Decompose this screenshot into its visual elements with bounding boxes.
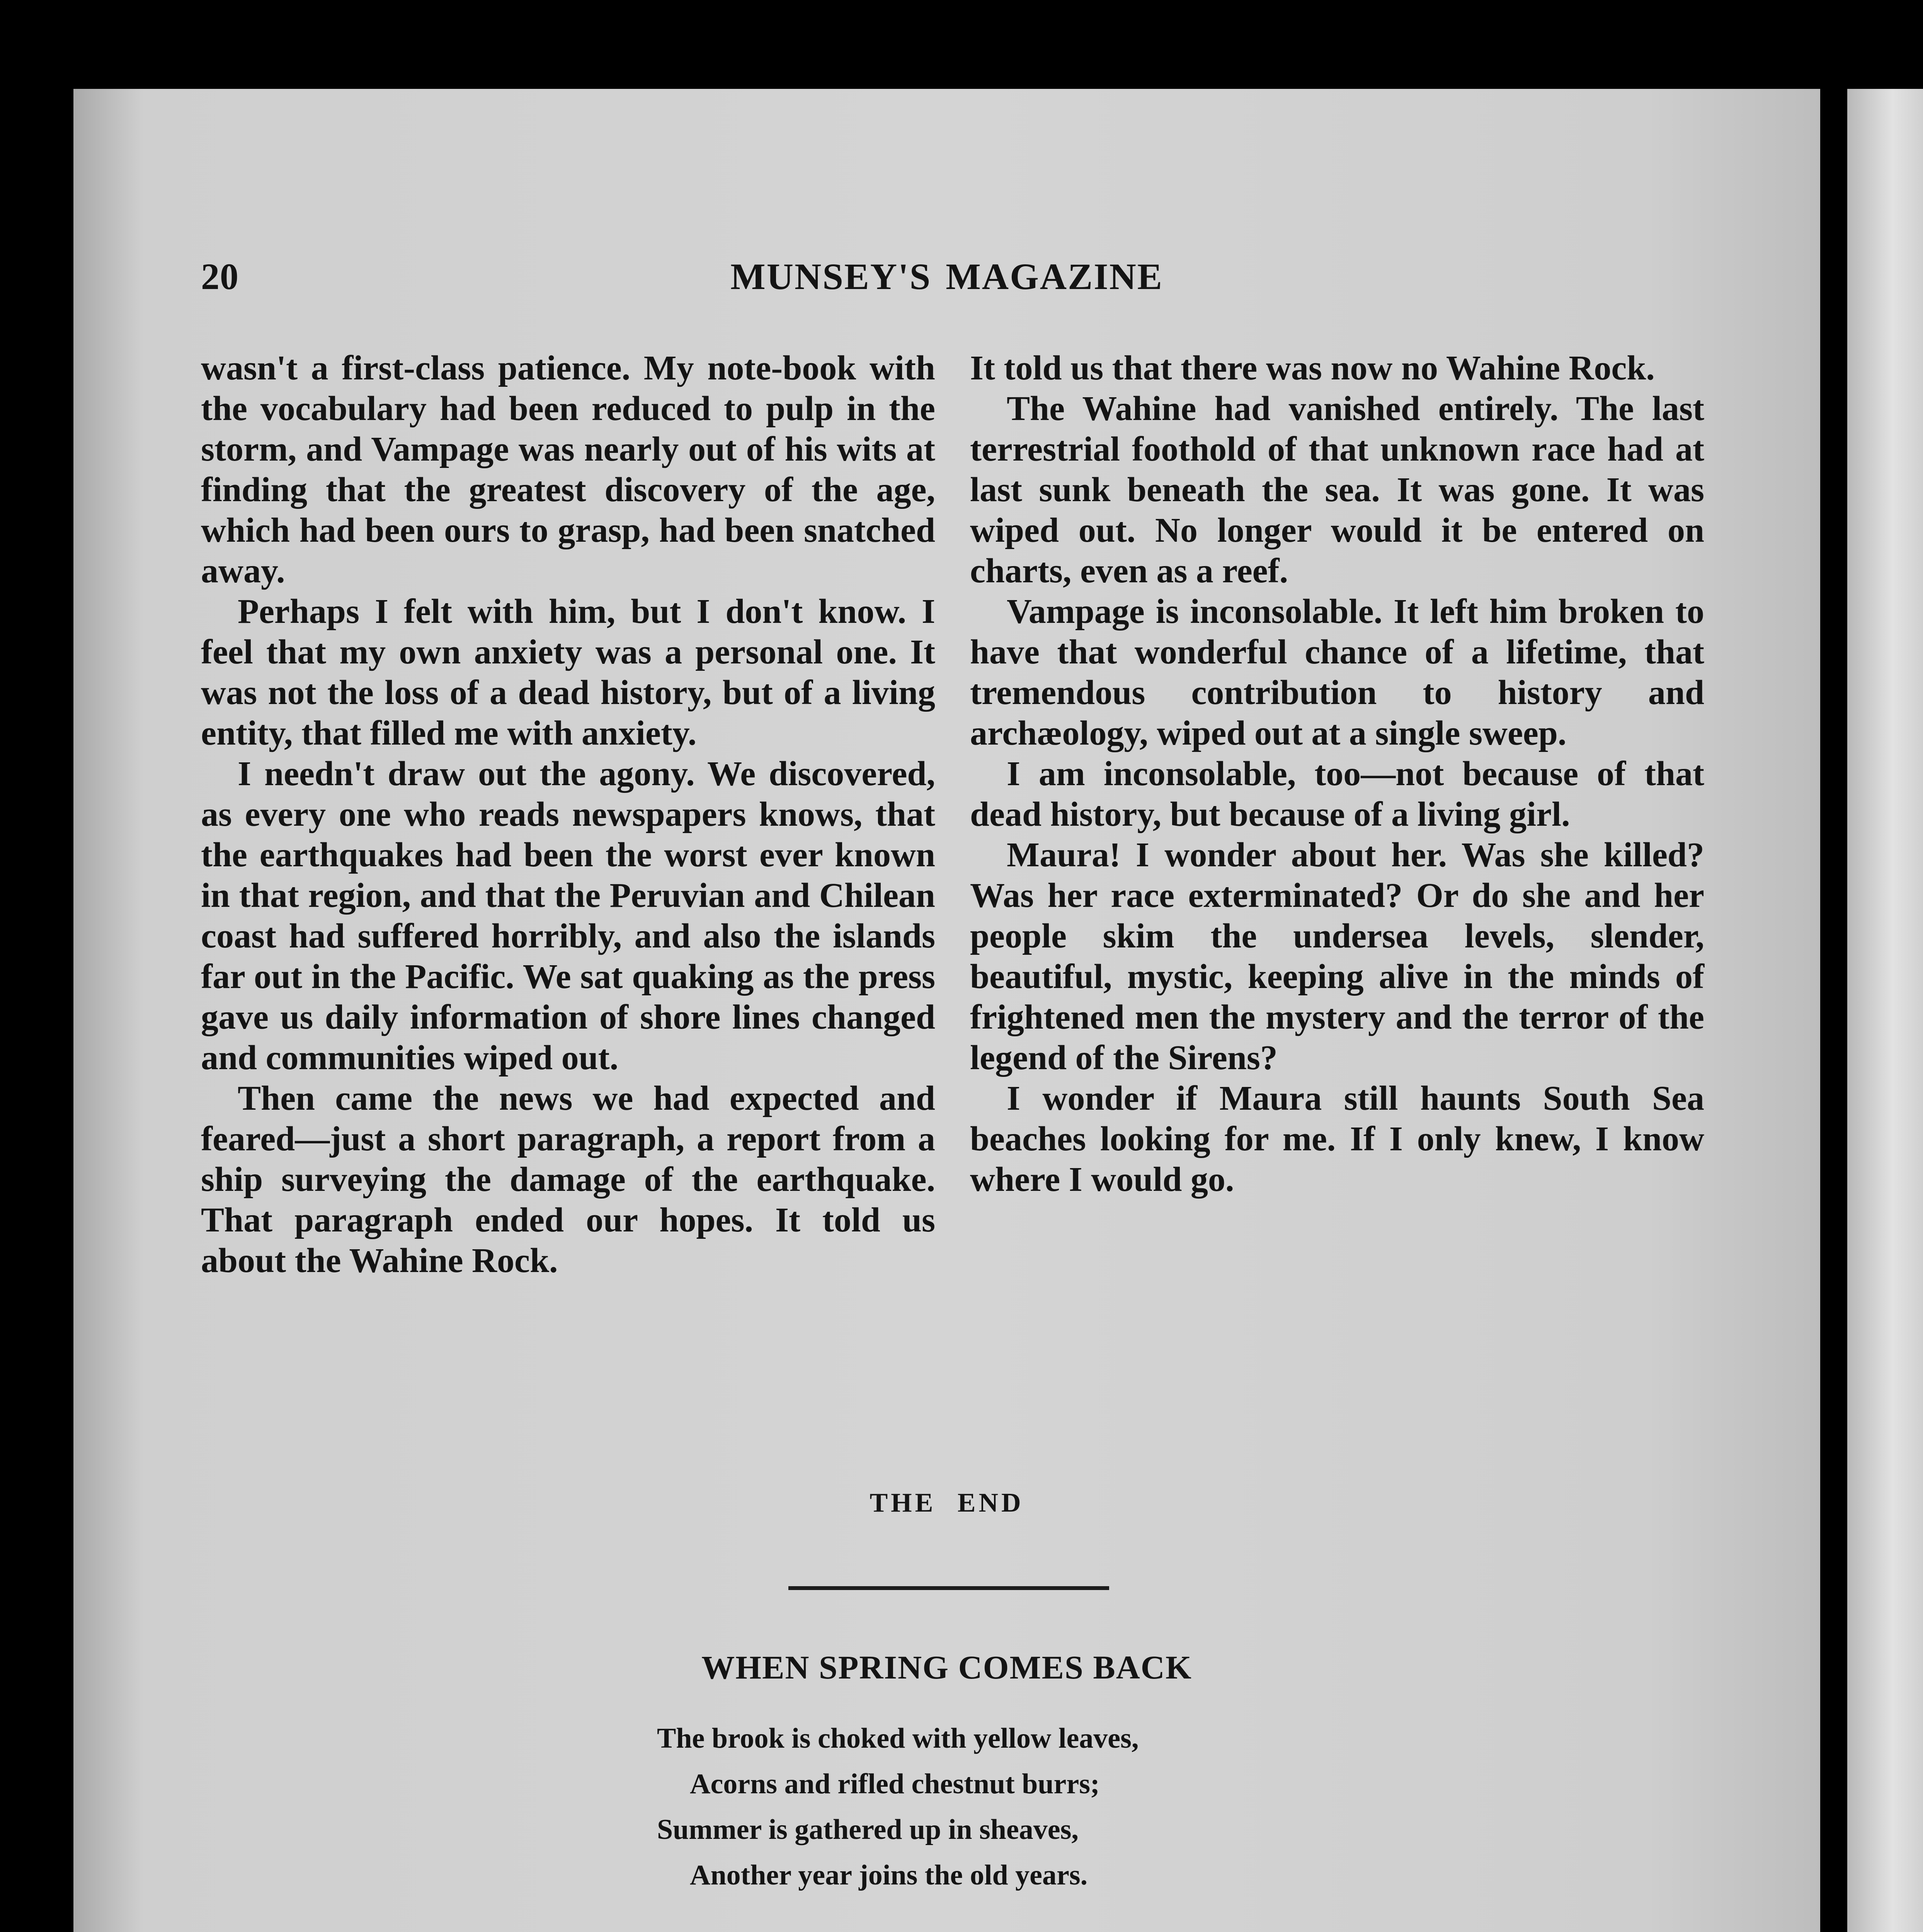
- story-column-left: [201, 348, 935, 1281]
- story-end-mark: THE END: [870, 1488, 1024, 1518]
- story-paragraph: It told us that there was now no Wahine Rock.: [970, 349, 1655, 387]
- running-title: MUNSEY'S MAGAZINE: [730, 256, 1163, 297]
- poem-title: WHEN SPRING COMES BACK: [701, 1649, 1192, 1686]
- story-paragraph: wasn't a first-class patience. My note-book with the vocabulary had been reduced to pulp in the storm, and Vampage was nearly out of his wits at finding that the greatest discovery of the age, which had been ours to grasp, had been snatched away.: [201, 349, 935, 590]
- story-paragraph: I wonder if Maura still haunts South Sea beaches looking for me. If I only knew, I know where I would go.: [970, 1079, 1704, 1199]
- magazine-page: [73, 89, 1820, 1932]
- story-paragraph: The Wahine had vanished entirely. The last terrestrial foothold of that unknown race had at last sunk beneath the sea. It was gone. It was wiped out. No longer would it be entered on charts, even as a reef.: [970, 389, 1704, 590]
- story-paragraph: Perhaps I felt with him, but I don't know. I feel that my own anxiety was a personal one. It was not the loss of a dead history, but of a living entity, that filled me with anxiety.: [201, 592, 935, 752]
- story-column-right: [970, 348, 1704, 1200]
- poem-body: [657, 1716, 1584, 1932]
- page-number: 20: [201, 256, 239, 297]
- poem-line: Another year joins the old years.: [690, 1859, 1088, 1891]
- story-paragraph: Then came the news we had expected and feared—just a short paragraph, a report from a ship surveying the damage of the earthquake. That paragraph ended our hopes. It told us about the Wahine Rock.: [201, 1079, 935, 1280]
- section-divider: [788, 1586, 1109, 1590]
- poem-line: Summer is gathered up in sheaves,: [657, 1814, 1079, 1845]
- poem-stanza: [657, 1716, 1584, 1898]
- poem-line: The brook is choked with yellow leaves,: [657, 1723, 1139, 1754]
- adjacent-page-edge: [1847, 89, 1923, 1932]
- story-paragraph: Maura! I wonder about her. Was she killed? Was her race exterminated? Or do she and her people skim the undersea levels, slender, beautiful, mystic, keeping alive in the minds of frightened men the mystery and the terror of the legend of the Sirens?: [970, 836, 1704, 1077]
- story-paragraph: I needn't draw out the agony. We discovered, as every one who reads newspapers knows, that the earthquakes had been the worst ever known in that region, and that the Peruvian and Chilean coast had suffered horribly, and also the islands far out in the Pacific. We sat quaking as the press gave us daily information of shore lines changed and communities wiped out.: [201, 755, 935, 1077]
- page-header: [73, 255, 1820, 317]
- story-paragraph: I am inconsolable, too—not because of that dead history, but because of a living girl.: [970, 755, 1704, 833]
- poem-line: Acorns and rifled chestnut burrs;: [690, 1768, 1100, 1800]
- story-paragraph: Vampage is inconsolable. It left him broken to have that wonderful chance of a lifetime, that tremendous contribution to history and archæology, wiped out at a single sweep.: [970, 592, 1704, 752]
